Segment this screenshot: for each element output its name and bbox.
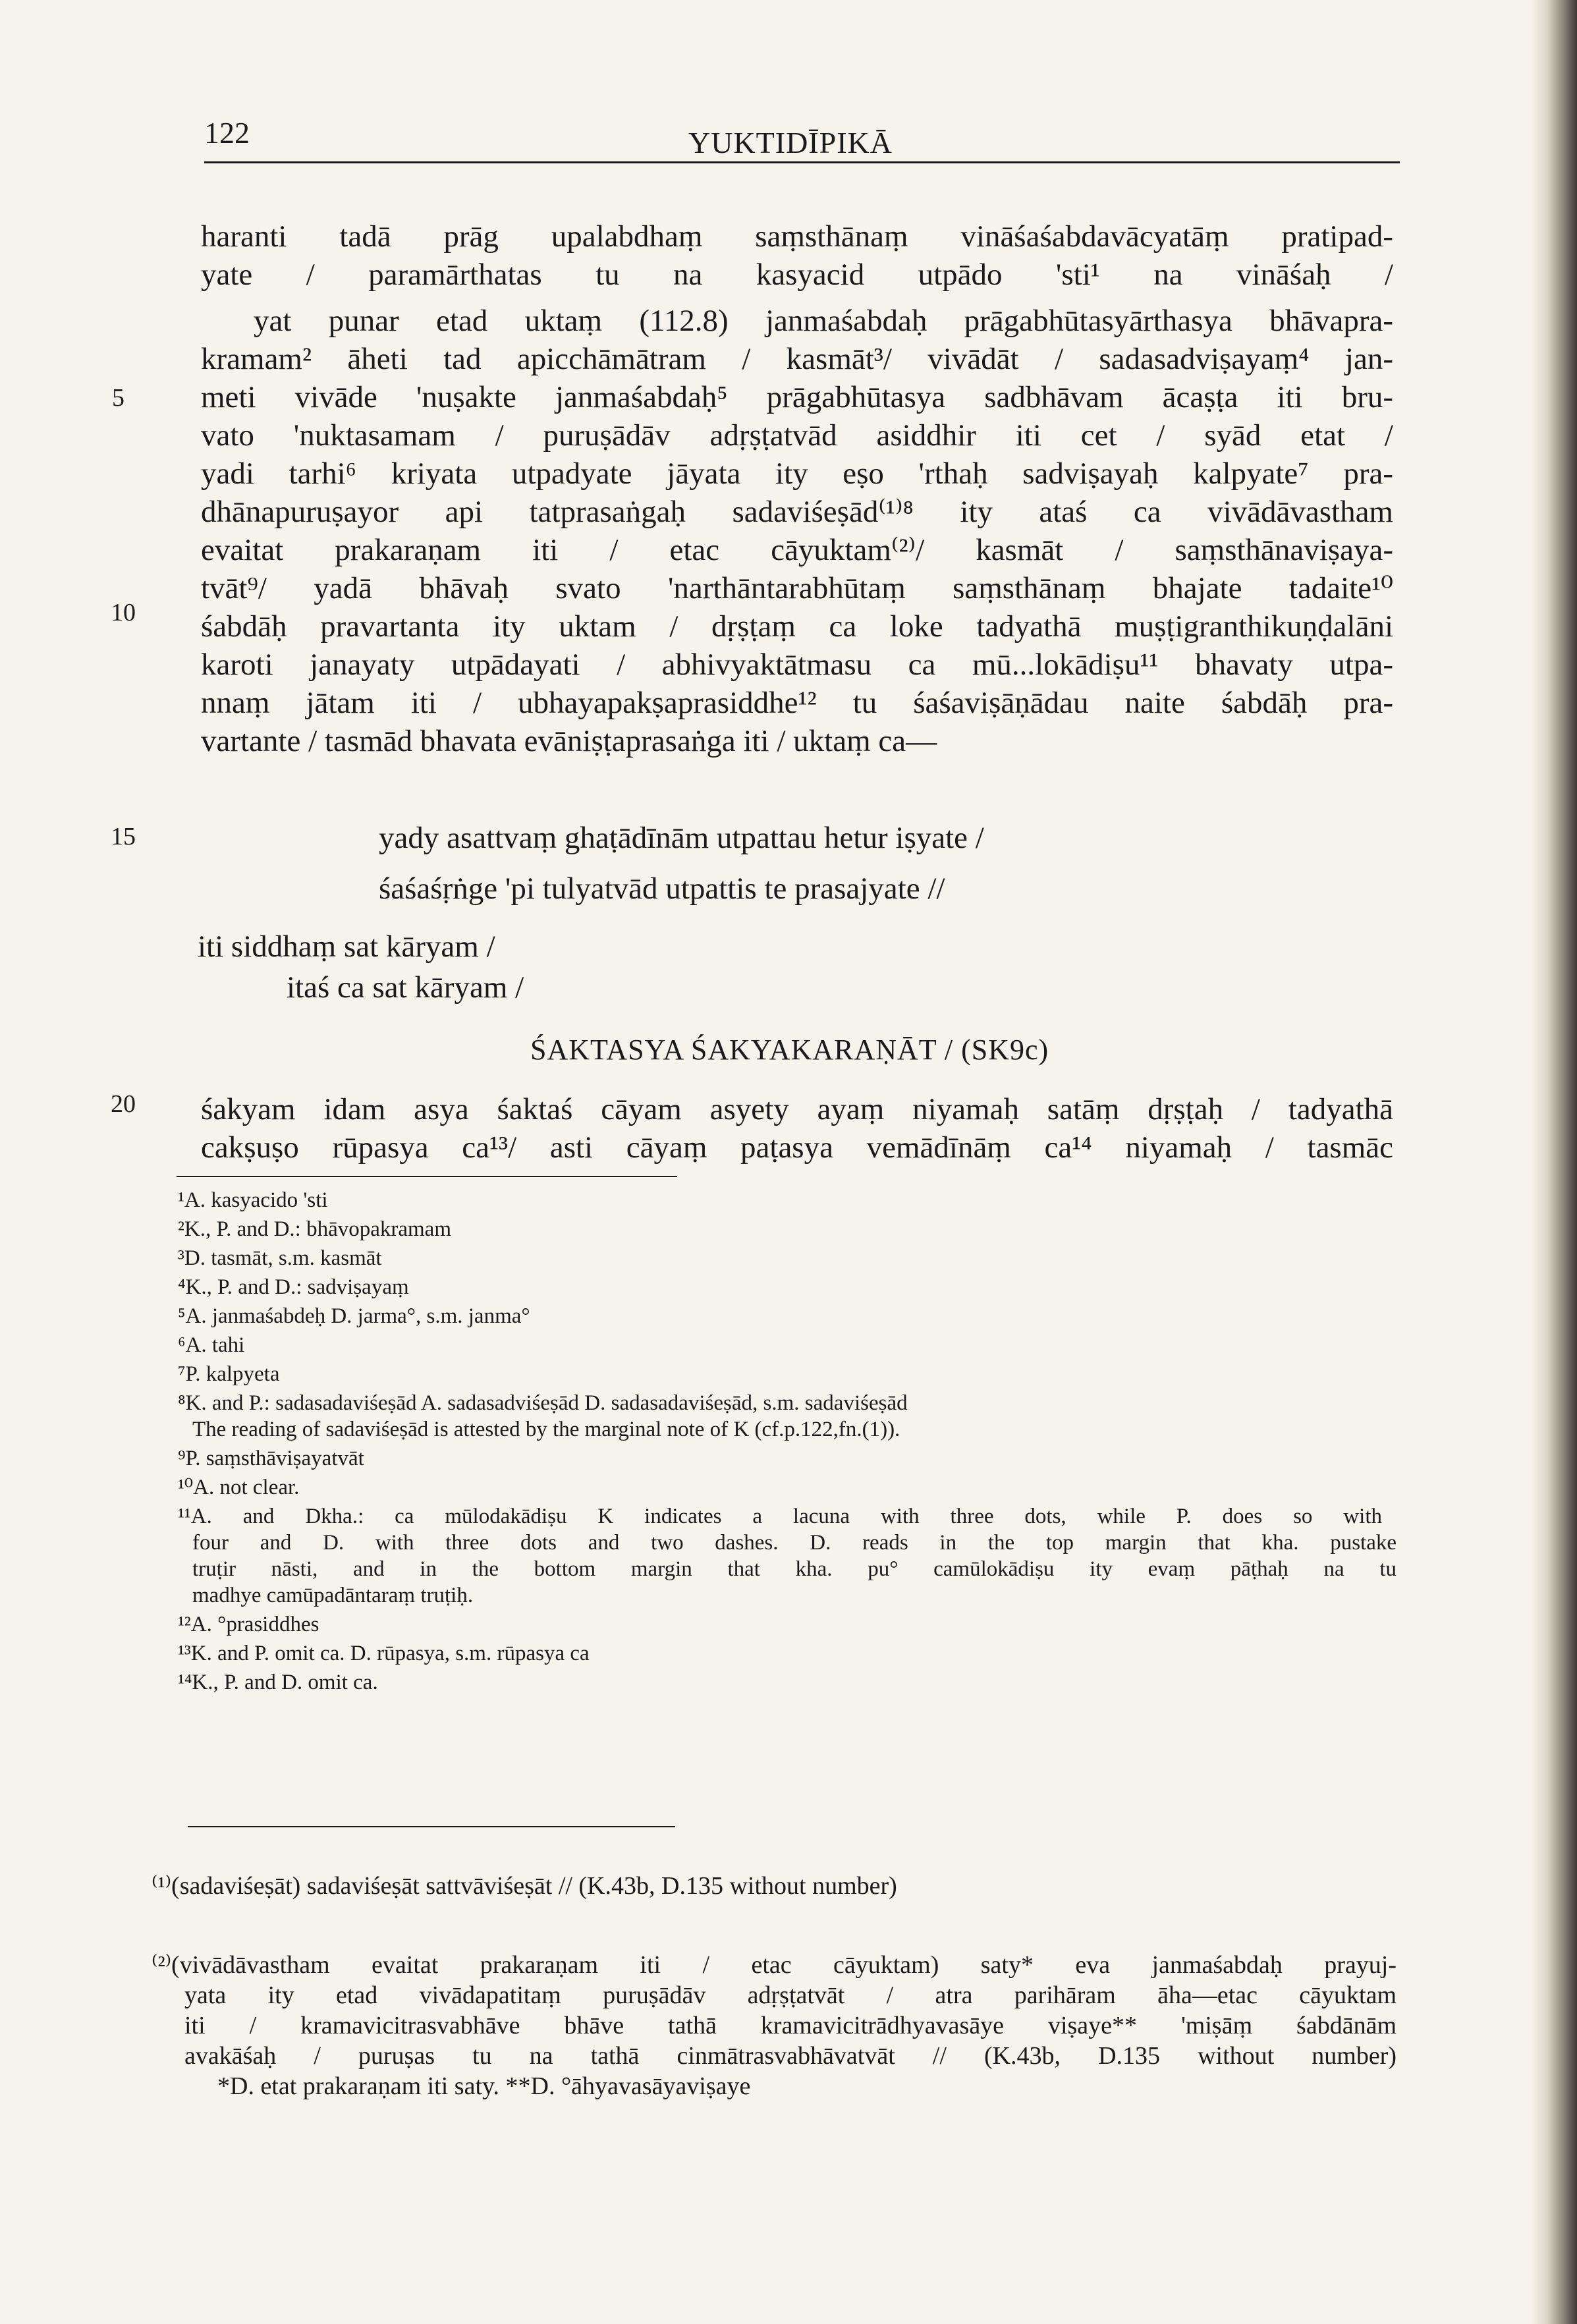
footnote: four and D. with three dots and two dashes. D. reads in the top margin that kha. pustake: [192, 1531, 1397, 1555]
footnote: madhye camūpadāntaraṃ truṭiḥ.: [192, 1584, 474, 1607]
footnote: ¹⁴K., P. and D. omit ca.: [178, 1671, 378, 1694]
note: iti / kramavicitrasvabhāve bhāve tathā kramavicitrādhyavasāye viṣaye** 'miṣāṃ śabdānām: [184, 2012, 1397, 2039]
text-line: vartante / tasmād bhavata evāniṣṭaprasaṅga iti / uktaṃ ca—: [201, 724, 937, 758]
text-line: śakyam idam asya śaktaś cāyam asyety ayaṃ niyamaḥ satāṃ dṛṣṭaḥ / tadyathā: [201, 1092, 1393, 1126]
section-heading: ŚAKTASYA ŚAKYAKARAṆĀT / (SK9c): [530, 1034, 1049, 1066]
text-line: vato 'nuktasamam / puruṣādāv adṛṣṭatvād asiddhir iti cet / syād etat /: [201, 418, 1393, 453]
footnote-rule: [177, 1176, 677, 1177]
line-number: 5: [112, 384, 124, 412]
footnote: ¹A. kasyacido 'sti: [178, 1188, 328, 1212]
line-number: 15: [111, 823, 136, 850]
conclusion-line: iti siddhaṃ sat kāryam /: [198, 929, 495, 964]
footnote: ⁷P. kalpyeta: [178, 1362, 280, 1386]
text-line: yate / paramārthatas tu na kasyacid utpādo 'sti¹ na vināśaḥ /: [201, 258, 1393, 292]
page-header: [204, 109, 1400, 168]
footnote: ¹²A. °prasiddhes: [178, 1613, 319, 1636]
text-line: evaitat prakaraṇam iti / etac cāyuktam⁽²⁾/ kasmāt / saṃsthānaviṣaya-: [201, 533, 1393, 567]
footnote: ⁵A. janmaśabdeḥ D. jarma°, s.m. janma°: [178, 1304, 530, 1328]
footnote: ⁸K. and P.: sadasadaviśeṣād A. sadasadviśeṣād D. sadasadaviśeṣād, s.m. sadaviśeṣād: [178, 1391, 908, 1415]
text-line: śabdāḥ pravartanta ity uktam / dṛṣṭaṃ ca loke tadyathā muṣṭigranthikuṇḍalāni: [201, 609, 1393, 644]
footnote: ⁶A. tahi: [178, 1333, 245, 1357]
verse-line: yady asattvaṃ ghaṭādīnām utpattau hetur iṣyate /: [379, 821, 984, 855]
footnote: truṭir nāsti, and in the bottom margin that kha. pu° camūlokādiṣu ity evaṃ pāṭhaḥ na tu: [192, 1557, 1397, 1581]
conclusion-line: itaś ca sat kāryam /: [287, 970, 524, 1005]
footnote: ⁹P. saṃsthāviṣayatvāt: [178, 1447, 364, 1470]
text-line: cakṣuṣo rūpasya ca¹³/ asti cāyaṃ paṭasya vemādīnāṃ ca¹⁴ niyamaḥ / tasmāc: [201, 1130, 1393, 1165]
text-line: meti vivāde 'nuṣakte janmaśabdaḥ⁵ prāgabhūtasya sadbhāvam ācaṣṭa iti bru-: [201, 380, 1393, 414]
verse-line: śaśaśṛṅge 'pi tulyatvād utpattis te prasajyate //: [379, 872, 945, 906]
header-rule: [204, 161, 1400, 163]
note: avakāśaḥ / puruṣas tu na tathā cinmātrasvabhāvatvāt // (K.43b, D.135 without number): [184, 2042, 1397, 2070]
text-line: yat punar etad uktaṃ (112.8) janmaśabdaḥ prāgabhūtasyārthasya bhāvapra-: [254, 304, 1393, 338]
footnote: ¹⁰A. not clear.: [178, 1476, 300, 1499]
footnote: ⁴K., P. and D.: sadviṣayaṃ: [178, 1275, 409, 1299]
footnote: ¹³K. and P. omit ca. D. rūpasya, s.m. rūpasya ca: [178, 1642, 590, 1665]
text-line: tvāt⁹/ yadā bhāvaḥ svato 'narthāntarabhūtaṃ saṃsthānaṃ bhajate tadaite¹⁰: [201, 571, 1393, 605]
text-line: dhānapuruṣayor api tatprasaṅgaḥ sadaviśeṣād⁽¹⁾⁸ ity ataś ca vivādāvastham: [201, 495, 1393, 529]
line-number: 10: [111, 599, 136, 626]
footnote: ²K., P. and D.: bhāvopakramam: [178, 1217, 451, 1241]
note: yata ity etad vivādapatitaṃ puruṣādāv adṛṣṭatvāt / atra parihāram āha—etac cāyuktam: [184, 1981, 1397, 2009]
footnote: The reading of sadaviśeṣād is attested by the marginal note of K (cf.p.122,fn.(1)).: [192, 1418, 900, 1441]
text-line: kramam² āheti tad apicchāmātram / kasmāt³/ vivādāt / sadasadviṣayaṃ⁴ jan-: [201, 342, 1393, 376]
line-number: 20: [111, 1090, 136, 1118]
text-line: haranti tadā prāg upalabdhaṃ saṃsthānaṃ vināśaśabdavācyatāṃ pratipad-: [201, 219, 1393, 254]
text-line: karoti janayaty utpādayati / abhivyaktātmasu ca mū...lokādiṣu¹¹ bhavaty utpa-: [201, 648, 1393, 682]
page-edge-shadow: [1531, 0, 1577, 2324]
note: ⁽²⁾(vivādāvastham evaitat prakaraṇam iti / etac cāyuktam) saty* eva janmaśabdaḥ prayuj-: [152, 1951, 1397, 1979]
text-line: nnaṃ jātam iti / ubhayapakṣaprasiddhe¹² tu śaśaviṣāṇādau naite śabdāḥ pra-: [201, 686, 1393, 720]
footnote: ³D. tasmāt, s.m. kasmāt: [178, 1246, 382, 1270]
note: ⁽¹⁾(sadaviśeṣāt) sadaviśeṣāt sattvāviśeṣāt // (K.43b, D.135 without number): [152, 1872, 897, 1900]
note: *D. etat prakaraṇam iti saty. **D. °āhyavasāyaviṣaye: [217, 2072, 751, 2100]
running-title: YUKTIDĪPIKĀ: [688, 126, 893, 159]
notes-rule: [188, 1826, 675, 1827]
text-line: yadi tarhi⁶ kriyata utpadyate jāyata ity eṣo 'rthaḥ sadviṣayaḥ kalpyate⁷ pra-: [201, 456, 1393, 491]
footnote: ¹¹A. and Dkha.: ca mūlodakādiṣu K indicates a lacuna with three dots, while P. does so with: [178, 1505, 1382, 1528]
page-number: 122: [204, 116, 250, 150]
